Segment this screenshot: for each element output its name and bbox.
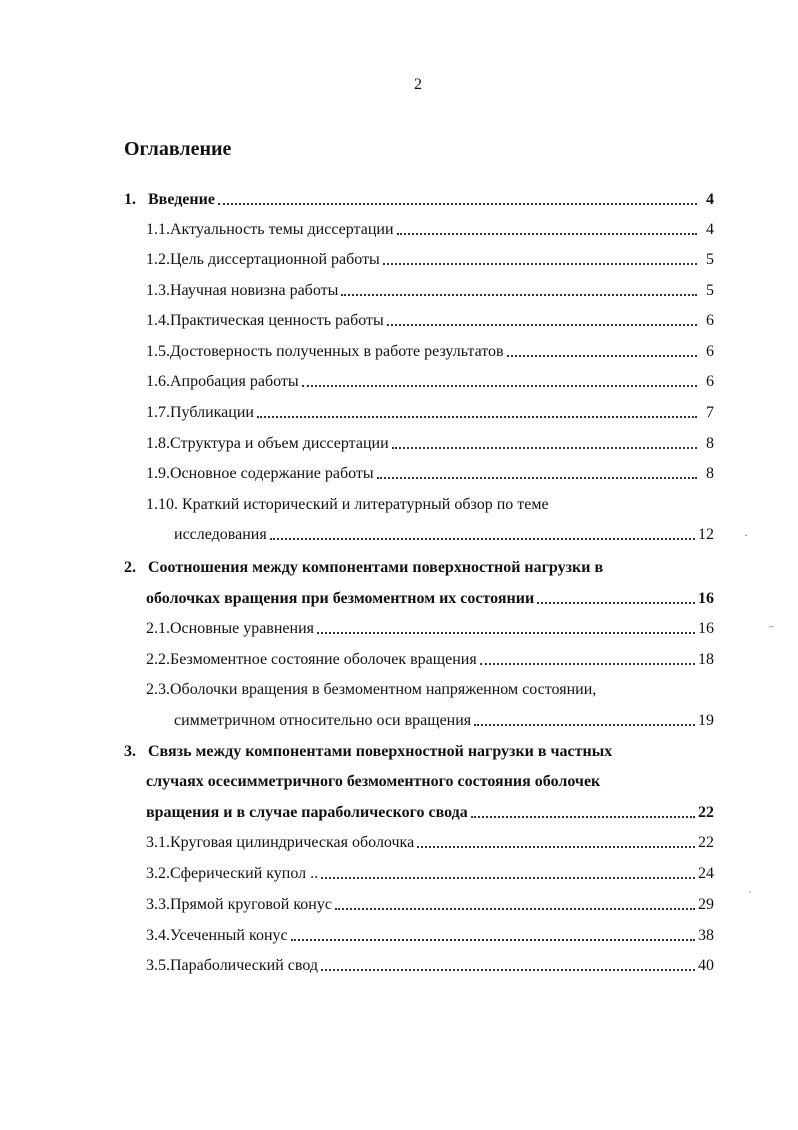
toc-entry-title: 3.4.Усеченный конус <box>146 927 288 944</box>
toc-page-number: 6 <box>706 312 714 329</box>
toc-page-number: 6 <box>706 373 714 390</box>
toc-entry-2-3-line1[interactable] <box>146 678 714 700</box>
toc-entry-title: 2.3.Оболочки вращения в безмоментном напряженном состоянии, <box>146 681 597 698</box>
toc-dot-leader <box>291 939 695 941</box>
toc-entry-1[interactable] <box>124 188 714 210</box>
toc-page-number: 40 <box>698 957 714 974</box>
toc-entry-1-10-line2[interactable] <box>174 523 714 545</box>
toc-dot-leader <box>480 663 695 665</box>
toc-entry-3-line1[interactable] <box>124 740 714 762</box>
toc-dot-leader <box>383 263 697 265</box>
toc-entry-3-5[interactable] <box>146 954 714 976</box>
toc-entry-3-2[interactable] <box>146 862 714 884</box>
toc-entry-2-line1[interactable] <box>124 556 714 578</box>
toc-entry-title: 3.3.Прямой круговой конус <box>146 896 332 913</box>
toc-section-number: 2. <box>124 559 136 576</box>
toc-entry-2-line2[interactable] <box>146 587 714 609</box>
toc-entry-title-continued: симметричном относительно оси вращения <box>174 712 472 729</box>
toc-section-number: 3. <box>124 743 136 760</box>
toc-entry-2-1[interactable] <box>146 617 714 639</box>
toc-dot-leader <box>335 908 695 910</box>
toc-entry-3-1[interactable] <box>146 831 714 853</box>
toc-entry-title: 1.2.Цель диссертационной работы <box>146 251 380 268</box>
toc-dot-leader <box>392 447 697 449</box>
toc-entry-1-6[interactable] <box>146 370 714 392</box>
toc-dot-leader <box>218 203 697 205</box>
toc-entry-title-continued: вращения и в случае параболического свода <box>146 804 468 821</box>
toc-dot-leader <box>302 385 697 387</box>
toc-entry-title: 3.1.Круговая цилиндрическая оболочка <box>146 834 415 851</box>
toc-entry-title: Введение <box>148 191 215 208</box>
toc-page-number: 22 <box>698 804 714 821</box>
toc-heading: Оглавление <box>124 138 232 160</box>
toc-entry-3-3[interactable] <box>146 893 714 915</box>
toc-dot-leader <box>270 538 695 540</box>
toc-entry-1-7[interactable] <box>146 401 714 423</box>
toc-entry-1-3[interactable] <box>146 279 714 301</box>
toc-page-number: 16 <box>698 590 714 607</box>
toc-entry-3-line2[interactable] <box>146 770 714 792</box>
toc-entry-1-10-line1[interactable] <box>146 493 714 515</box>
scan-speck: ⁻ <box>768 622 775 636</box>
toc-dot-leader <box>257 416 697 418</box>
toc-entry-title: Связь между компонентами поверхностной нагрузки в частных <box>148 743 613 760</box>
scan-speck: · <box>744 528 748 542</box>
toc-page-number: 22 <box>698 834 714 851</box>
toc-page-number: 5 <box>706 251 714 268</box>
toc-page-number: 18 <box>698 651 714 668</box>
toc-dot-leader <box>537 602 695 604</box>
toc-entry-1-5[interactable] <box>146 340 714 362</box>
toc-entry-title-continued: оболочках вращения при безмоментном их состоянии <box>146 590 535 607</box>
toc-entry-title: 1.4.Практическая ценность работы <box>146 312 384 329</box>
toc-entry-3-4[interactable] <box>146 924 714 946</box>
toc-page-number: 38 <box>698 927 714 944</box>
toc-entry-title-continued: случаях осесимметричного безмоментного состояния оболочек <box>146 773 601 790</box>
toc-entry-title: 1.3.Научная новизна работы <box>146 282 339 299</box>
toc-page-number: 6 <box>706 343 714 360</box>
toc-dot-leader <box>321 877 695 879</box>
toc-entry-title: 1.6.Апробация работы <box>146 373 299 390</box>
toc-entry-title: 1.5.Достоверность полученных в работе результатов <box>146 343 504 360</box>
toc-page-number: 4 <box>706 191 714 208</box>
toc-dot-leader <box>377 477 697 479</box>
toc-dot-leader <box>317 632 695 634</box>
toc-section-number: 1. <box>124 191 136 208</box>
toc-dot-leader <box>321 969 695 971</box>
toc-dot-leader <box>507 355 697 357</box>
toc-entry-title: 1.10. Краткий исторический и литературный обзор по теме <box>146 496 549 513</box>
toc-entry-2-3-line2[interactable] <box>174 709 714 731</box>
toc-page-number: 16 <box>698 620 714 637</box>
toc-entry-3-line3[interactable] <box>146 801 714 823</box>
toc-dot-leader <box>471 816 695 818</box>
scan-speck: ˙ <box>748 888 752 902</box>
toc-page-number: 19 <box>698 712 714 729</box>
toc-entry-title: 2.1.Основные уравнения <box>146 620 314 637</box>
toc-page-number: 5 <box>706 282 714 299</box>
toc-entry-2-2[interactable] <box>146 648 714 670</box>
toc-entry-1-8[interactable] <box>146 432 714 454</box>
toc-dot-leader <box>341 294 697 296</box>
toc-entry-title: 1.1.Актуальность темы диссертации <box>146 221 394 238</box>
toc-entry-title: 1.7.Публикации <box>146 404 254 421</box>
toc-page-number: 8 <box>706 465 714 482</box>
toc-page-number: 12 <box>698 526 714 543</box>
toc-entry-title: 3.2.Сферический купол .. <box>146 865 319 882</box>
toc-entry-title: 1.8.Структура и объем диссертации <box>146 435 389 452</box>
toc-dot-leader <box>387 324 697 326</box>
toc-page-number: 7 <box>706 404 714 421</box>
toc-entry-1-2[interactable] <box>146 248 714 270</box>
toc-entry-1-1[interactable] <box>146 218 714 240</box>
toc-page-number: 24 <box>698 865 714 882</box>
toc-dot-leader <box>397 233 698 235</box>
page-number: 2 <box>414 76 422 93</box>
toc-entry-1-4[interactable] <box>146 309 714 331</box>
toc-entry-title: Соотношения между компонентами поверхностной нагрузки в <box>148 559 604 576</box>
toc-entry-title: 1.9.Основное содержание работы <box>146 465 374 482</box>
toc-entry-title: 3.5.Параболический свод <box>146 957 319 974</box>
toc-dot-leader <box>417 846 695 848</box>
toc-page-number: 29 <box>698 896 714 913</box>
toc-dot-leader <box>474 724 695 726</box>
toc-page-number: 4 <box>706 221 714 238</box>
toc-page-number: 8 <box>706 435 714 452</box>
toc-entry-title-continued: исследования <box>174 526 267 543</box>
toc-entry-title: 2.2.Безмоментное состояние оболочек вращения <box>146 651 477 668</box>
toc-entry-1-9[interactable] <box>146 462 714 484</box>
